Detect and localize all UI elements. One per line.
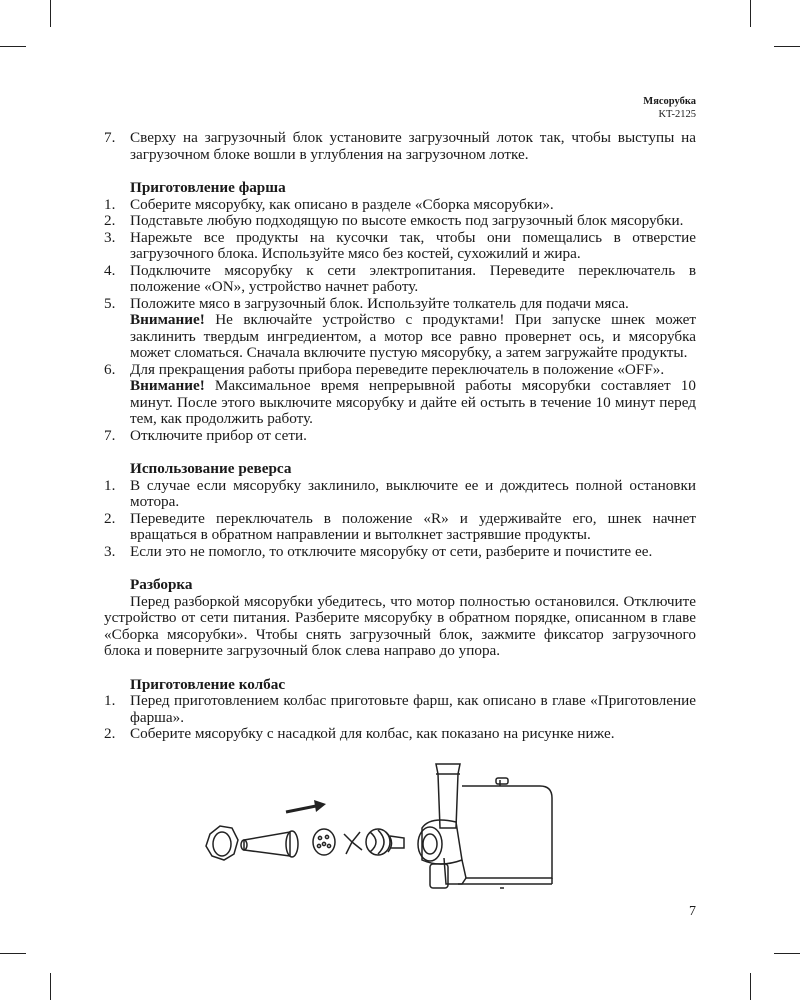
item-number: 2. xyxy=(104,725,116,742)
list-item xyxy=(104,478,696,511)
header-brand: Мясорубка xyxy=(643,96,696,107)
crop-mark xyxy=(0,953,26,954)
list-item xyxy=(104,213,696,230)
item-number: 1. xyxy=(104,476,116,494)
list-item xyxy=(104,362,696,428)
list-item xyxy=(104,544,696,561)
section-heading-mince: Приготовление фарша xyxy=(130,179,286,196)
item-number: 2. xyxy=(104,509,116,527)
list-item xyxy=(104,428,696,445)
motor-body xyxy=(430,778,552,888)
item-number: 4. xyxy=(104,261,116,279)
list-item xyxy=(104,296,696,362)
crop-mark xyxy=(774,46,800,47)
item-text: Нарежьте все продукты на кусочки так, чтобы они помещались в отверстие загрузочного блока. Используйте мясо без костей, сухожилий и жира. xyxy=(130,228,696,262)
auger-screw xyxy=(366,829,404,855)
item-text: Соберите мясорубку с насадкой для колбас, как показано на рисунке ниже. xyxy=(130,725,615,742)
item-text: Подключите мясорубку к сети электропитания. Переведите переключатель в положение «ON», устройство начнет работу. xyxy=(130,261,696,295)
crop-mark xyxy=(774,953,800,954)
item-text: Сверху на загрузочный блок установите загрузочный лоток так, чтобы выступы на загрузочном блоке вошли в углубления на загрузочном лотке. xyxy=(130,129,696,163)
item-text: Положите мясо в загрузочный блок. Используйте толкатель для подачи мяса. xyxy=(130,294,629,312)
page-number: 7 xyxy=(689,904,696,919)
feeding-tube xyxy=(418,764,462,864)
disassembly-paragraph: Перед разборкой мясорубки убедитесь, что мотор полностью остановился. Отключите устройство от сети питания. Разберите мясорубку в обратном порядке, описанном в главе «Сборка мясорубки». Чтобы снять загрузочный блок, зажмите фиксатор загрузочного блока и поверните загрузочный блок слева направо до упора. xyxy=(104,592,696,659)
item-number: 1. xyxy=(104,195,116,213)
warning-label: Внимание! xyxy=(130,377,205,394)
item-number: 3. xyxy=(104,542,116,560)
item-text: Соберите мясорубку, как описано в разделе «Сборка мясорубки». xyxy=(130,195,554,213)
sausage-nozzle xyxy=(241,831,298,857)
item-text: Подставьте любую подходящую по высоте емкость под загрузочный блок мясорубки. xyxy=(130,212,684,229)
crop-mark xyxy=(50,0,51,27)
item-text: Если это не помогло, то отключите мясорубку от сети, разберите и почистите ее. xyxy=(130,542,653,560)
section-heading-sausage: Приготовление колбас xyxy=(130,675,286,693)
item-number: 6. xyxy=(104,360,116,378)
item-text: Перед приготовлением колбас приготовьте фарш, как описано в главе «Приготовление фарша». xyxy=(130,692,696,726)
list-item xyxy=(104,263,696,296)
section-heading-reverse: Использование реверса xyxy=(130,460,292,477)
cutting-plate xyxy=(313,829,335,855)
direction-arrow xyxy=(286,800,326,812)
locking-ring xyxy=(206,826,238,860)
crop-mark xyxy=(0,46,26,47)
warning-label: Внимание! xyxy=(130,311,205,328)
crop-mark xyxy=(50,973,51,1000)
warning-text: Максимальное время непрерывной работы мясорубки составляет 10 минут. После этого выключите мясорубку и дайте ей остыть в течение 10 минут перед тем, как продолжить работу. xyxy=(130,377,696,427)
warning-note xyxy=(130,378,696,428)
warning-note xyxy=(130,312,696,362)
crop-mark xyxy=(750,0,751,27)
item-number: 2. xyxy=(104,212,116,229)
item-number: 1. xyxy=(104,692,116,709)
warning-text: Не включайте устройство с продуктами! При запуске шнек может заклинить твердым ингредиентом, а мотор все равно провернет ось, и мясорубка может сломаться. Сначала включите пустую мясорубку, а затем загружайте продукты. xyxy=(130,311,696,361)
list-item xyxy=(104,693,696,726)
list-item xyxy=(104,511,696,544)
item-number: 7. xyxy=(104,426,116,444)
list-item xyxy=(104,230,696,263)
sausage-assembly-illustration xyxy=(200,760,560,900)
item-number: 5. xyxy=(104,294,116,312)
item-text: Для прекращения работы прибора переведите переключатель в положение «OFF». xyxy=(130,360,665,378)
item-text: В случае если мясорубку заклинило, выключите ее и дождитесь полной остановки мотора. xyxy=(130,476,696,510)
item-text: Переведите переключатель в положение «R» и удерживайте его, шнек начнет вращаться в обратном направлении и вытолкнет застрявшие продукты. xyxy=(130,509,696,543)
list-item xyxy=(104,130,696,163)
cutting-blade xyxy=(344,832,362,854)
list-item xyxy=(104,197,696,214)
page-content xyxy=(104,130,696,743)
header-model: KT-2125 xyxy=(658,109,696,120)
item-number: 7. xyxy=(104,129,116,146)
crop-mark xyxy=(750,973,751,1000)
section-heading-disassembly: Разборка xyxy=(130,576,193,593)
list-item xyxy=(104,726,696,743)
item-number: 3. xyxy=(104,228,116,246)
running-header xyxy=(643,95,696,121)
item-text: Отключите прибор от сети. xyxy=(130,426,307,444)
